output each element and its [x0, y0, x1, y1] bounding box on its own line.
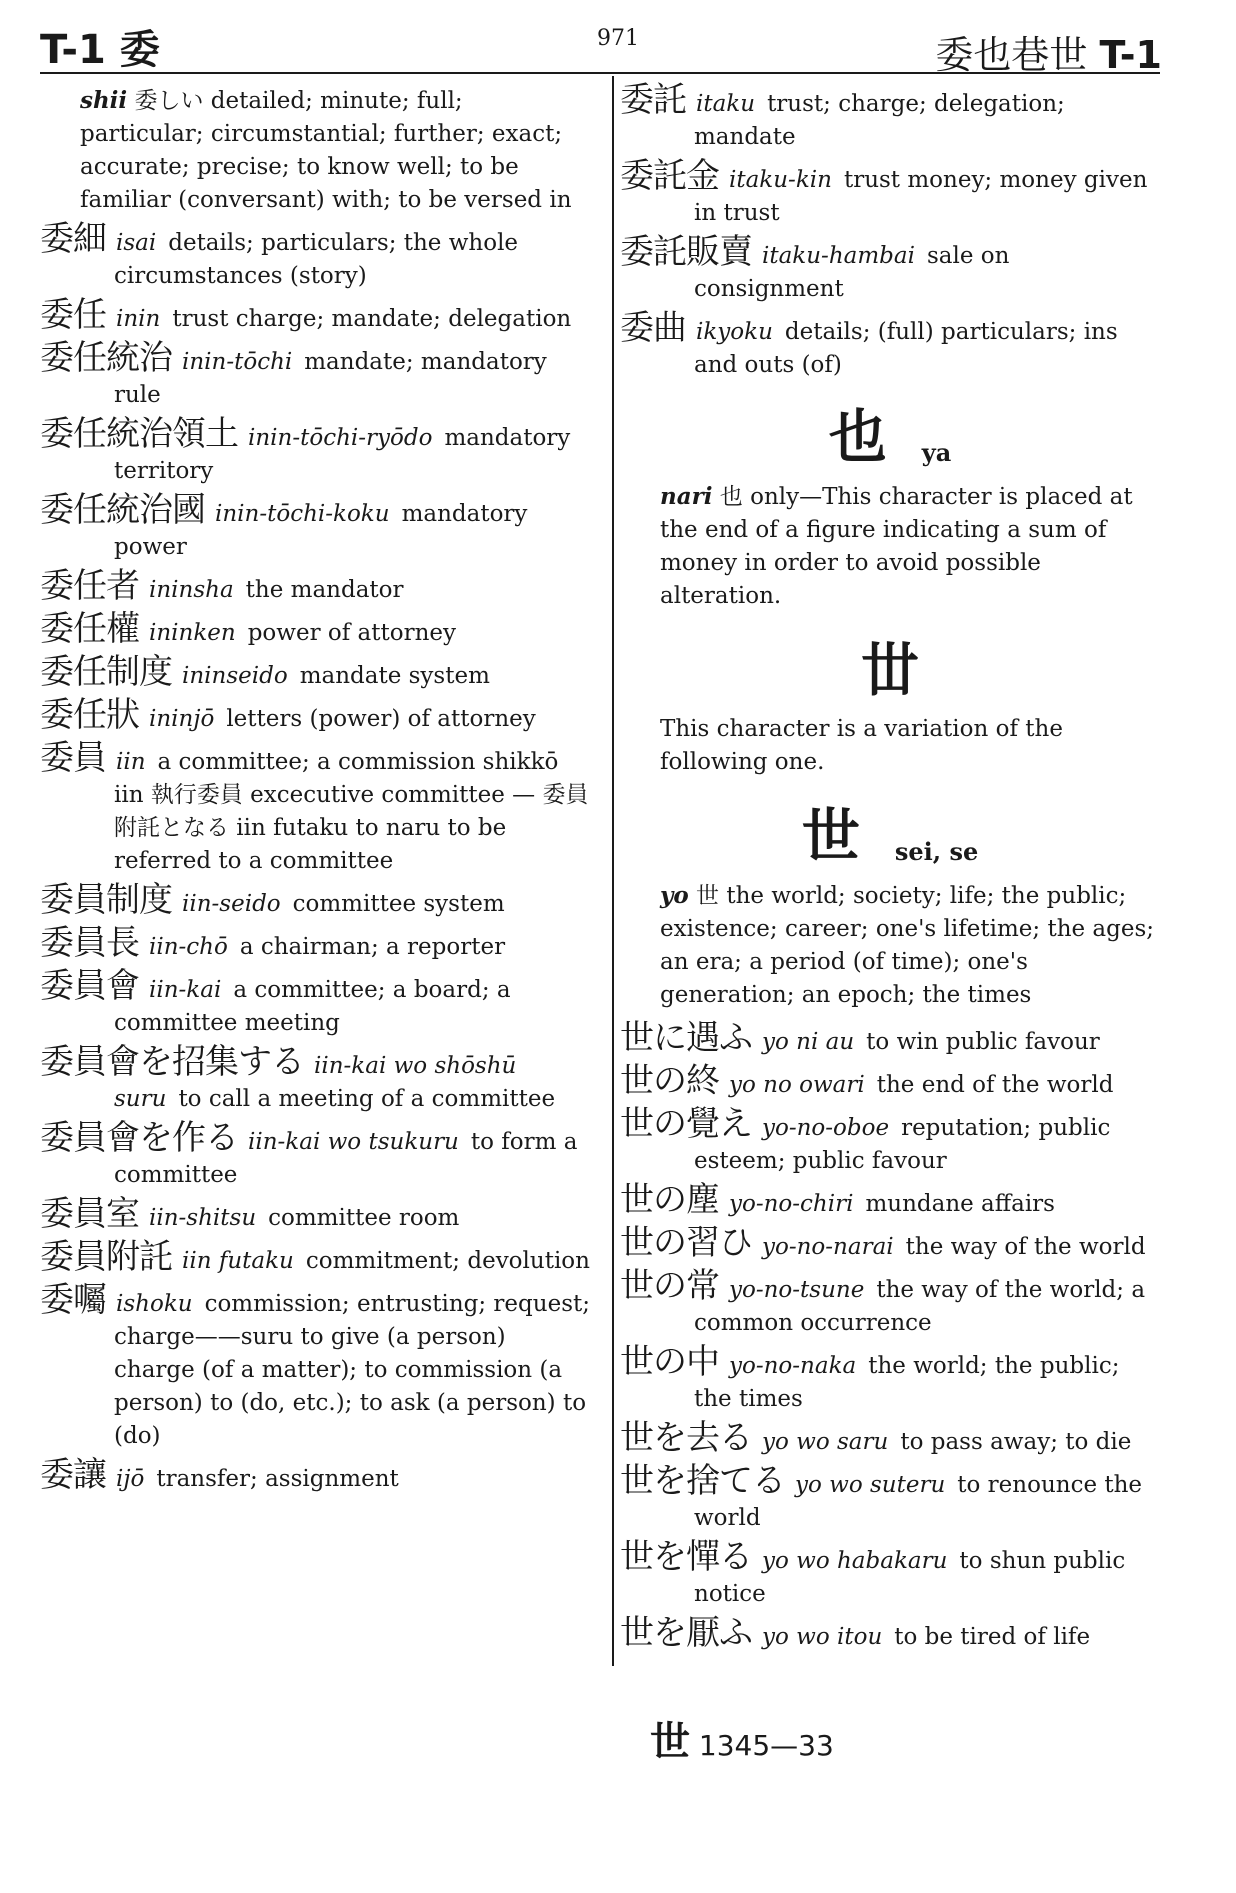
entry-reading: inin-tōchi-koku	[215, 501, 390, 527]
entry-headword: 世を厭ふ	[620, 1613, 752, 1653]
entry-headword: 世を憚る	[620, 1537, 752, 1577]
entry-kanji: 也	[719, 484, 743, 510]
entry-reading: iin-shitsu	[149, 1205, 257, 1231]
entry-reading: inin-tōchi	[182, 349, 293, 375]
entry-definition: a committee; a commission shikkō iin 執行委員 excecutive committee — 委員附託となる iin futaku to naru to be referred to a committee	[114, 749, 589, 874]
entry-headword: 世の終	[620, 1061, 719, 1101]
column-divider	[612, 76, 614, 1666]
entry-word: 委しい	[134, 88, 204, 114]
heading-kanji: 世	[801, 802, 860, 870]
entry-reading: iin-chō	[149, 934, 228, 960]
dictionary-entry	[620, 1223, 1160, 1264]
entry-definition: to form a committee	[114, 1129, 578, 1188]
entry-definition: committee system	[292, 891, 505, 917]
entry-reading: ijō	[116, 1466, 145, 1492]
entry-headword: 委任統治國	[40, 490, 205, 530]
entry-headword: 委託	[620, 80, 686, 120]
right-column	[620, 80, 1160, 1660]
dictionary-entry	[40, 1280, 590, 1453]
entry-reading: yo wo itou	[762, 1624, 883, 1650]
entry-definition: the world; society; life; the public; existence; career; one's lifetime; the ages; an era; a period (of time); one's generation; an epoch; the times	[660, 883, 1155, 1008]
entry-headword: 委員制度	[40, 880, 172, 920]
entry-definition: to shun public notice	[694, 1548, 1126, 1607]
dictionary-entry	[40, 1042, 590, 1116]
kanji-heading-variant	[620, 623, 1160, 707]
header-right-code: T-1	[1099, 33, 1162, 77]
entry-kanji: 世	[696, 883, 720, 909]
dictionary-entry	[620, 1180, 1160, 1221]
entry-reading: isai	[116, 230, 157, 256]
dictionary-entry	[40, 219, 590, 293]
entry-reading: shii	[80, 87, 128, 114]
page-header	[0, 0, 1236, 80]
entry-definition: mandate system	[299, 663, 490, 689]
dictionary-entry	[620, 308, 1160, 382]
kanji-description-sei	[620, 879, 1160, 1012]
dictionary-entry	[620, 1418, 1160, 1459]
header-right-kanji: 委也巷世	[935, 33, 1088, 77]
entry-reading: ininjō	[149, 706, 215, 732]
entry-headword: 世を去る	[620, 1418, 752, 1458]
entry-reading: ininseido	[182, 663, 288, 689]
entry-headword: 世の常	[620, 1266, 719, 1306]
dictionary-entry	[40, 652, 590, 693]
entry-definition: to pass away; to die	[900, 1429, 1132, 1455]
entry-reading: itaku	[696, 91, 756, 117]
entry-headword: 委任狀	[40, 695, 139, 735]
entry-reading: yo-no-oboe	[762, 1115, 890, 1141]
heading-reading: sei, se	[894, 837, 979, 866]
dictionary-entry	[40, 295, 590, 336]
entry-headword: 世の習ひ	[620, 1223, 752, 1263]
dictionary-entry	[620, 232, 1160, 306]
entry-reading: iin-kai wo shōshū suru	[114, 1053, 517, 1112]
entry-headword: 委任統治	[40, 338, 172, 378]
header-right-label	[935, 24, 1162, 79]
entry-reading: yo-no-chiri	[729, 1191, 854, 1217]
dictionary-entry	[620, 1613, 1160, 1654]
entry-headword: 委員室	[40, 1194, 139, 1234]
entry-reading: ishoku	[116, 1291, 193, 1317]
entry-definition: mandate; mandatory rule	[114, 349, 547, 408]
entry-headword: 委任者	[40, 566, 139, 606]
entry-reading: yo-no-narai	[762, 1234, 894, 1260]
entry-reading: yo wo suteru	[795, 1472, 946, 1498]
heading-reading: ya	[921, 438, 952, 467]
entry-definition: to win public favour	[866, 1029, 1100, 1055]
entry-headword: 委讓	[40, 1455, 106, 1495]
page-number: 971	[597, 26, 639, 51]
entry-definition: commitment; devolution	[305, 1248, 590, 1274]
dictionary-entry	[40, 880, 590, 921]
entry-reading: itaku-kin	[729, 167, 832, 193]
dictionary-entry	[40, 609, 590, 650]
dictionary-entry	[40, 1237, 590, 1278]
left-column	[40, 84, 590, 1502]
entry-headword: 委囑	[40, 1280, 106, 1320]
entry-definition: letters (power) of attorney	[226, 706, 536, 732]
entry-headword: 委任統治領土	[40, 414, 238, 454]
dictionary-entry	[40, 566, 590, 607]
dictionary-entry	[40, 414, 590, 488]
footer-kanji: 世	[650, 1719, 690, 1765]
entry-headword: 世を捨てる	[620, 1461, 785, 1501]
entry-headword: 世に遇ふ	[620, 1018, 752, 1058]
dictionary-entry	[620, 1342, 1160, 1416]
entry-definition: to call a meeting of a committee	[178, 1086, 556, 1112]
kanji-description-ya	[620, 480, 1160, 613]
entry-reading: iin	[116, 749, 146, 775]
entry-definition: mundane affairs	[865, 1191, 1055, 1217]
dictionary-entry	[40, 84, 590, 217]
right-entry-list-bottom	[620, 1018, 1160, 1654]
entry-reading: ininken	[149, 620, 236, 646]
entry-headword: 世の中	[620, 1342, 719, 1382]
entry-definition: mandatory power	[114, 501, 528, 560]
heading-kanji: 也	[828, 403, 887, 471]
entry-reading: iin-kai	[149, 977, 222, 1003]
entry-headword: 世の覺え	[620, 1104, 752, 1144]
entry-definition: the way of the world	[905, 1234, 1146, 1260]
entry-headword: 委任制度	[40, 652, 172, 692]
right-entry-list-top	[620, 80, 1160, 382]
entry-definition: only—This character is placed at the end of a figure indicating a sum of money in order to avoid possible alteration.	[660, 484, 1133, 609]
entry-definition: the way of the world; a common occurrence	[694, 1277, 1146, 1336]
dictionary-entry	[40, 923, 590, 964]
heading-kanji: 丗	[860, 636, 919, 704]
dictionary-entry	[620, 156, 1160, 230]
entry-reading: iin-kai wo tsukuru	[248, 1129, 459, 1155]
entry-definition: transfer; assignment	[156, 1466, 399, 1492]
entry-reading: yo wo habakaru	[762, 1548, 948, 1574]
entry-headword: 委曲	[620, 308, 686, 348]
entry-reading: yo no owari	[729, 1072, 865, 1098]
entry-definition: to be tired of life	[894, 1624, 1091, 1650]
entry-definition: to renounce the world	[694, 1472, 1143, 1531]
kanji-heading-ya	[620, 390, 1160, 474]
dictionary-entry	[620, 1537, 1160, 1611]
entry-reading: inin	[116, 306, 161, 332]
dictionary-entry	[40, 966, 590, 1040]
entry-reading: ininsha	[149, 577, 234, 603]
entry-headword: 委任	[40, 295, 106, 335]
entry-definition: trust money; money given in trust	[694, 167, 1148, 226]
entry-headword: 委任權	[40, 609, 139, 649]
entry-definition: committee room	[268, 1205, 460, 1231]
entry-headword: 委細	[40, 219, 106, 259]
entry-definition: details; (full) particulars; ins and outs (of)	[694, 319, 1118, 378]
entry-definition: the world; the public; the times	[694, 1353, 1120, 1412]
entry-reading: iin-seido	[182, 891, 281, 917]
entry-reading: inin-tōchi-ryōdo	[248, 425, 433, 451]
dictionary-entry	[620, 1061, 1160, 1102]
entry-reading: yo-no-tsune	[729, 1277, 865, 1303]
kanji-description-variant: This character is a variation of the following one.	[660, 716, 1063, 775]
kanji-heading-sei	[620, 789, 1160, 873]
entry-definition: trust charge; mandate; delegation	[172, 306, 572, 332]
entry-headword: 委託販賣	[620, 232, 752, 272]
entry-headword: 委員附託	[40, 1237, 172, 1277]
left-entry-list	[40, 219, 590, 1496]
entry-definition: commission; entrusting; request; charge——suru to give (a person) charge (of a matter); to commission (a person) to (do, etc.); to ask (a person) to (do)	[114, 1291, 590, 1449]
header-left-label: T-1 委	[40, 27, 160, 73]
entry-reading: iin futaku	[182, 1248, 294, 1274]
entry-reading: yo	[660, 882, 689, 909]
entry-headword: 委員會を作る	[40, 1118, 238, 1158]
entry-reading: yo wo saru	[762, 1429, 889, 1455]
dictionary-entry	[40, 490, 590, 564]
dictionary-entry	[40, 1118, 590, 1192]
entry-definition: reputation; public esteem; public favour	[694, 1115, 1111, 1174]
entry-definition: trust; charge; delegation; mandate	[694, 91, 1065, 150]
header-rule	[40, 72, 1160, 74]
entry-reading: yo ni au	[762, 1029, 855, 1055]
entry-reading: ikyoku	[696, 319, 773, 345]
dictionary-entry	[620, 80, 1160, 154]
entry-definition: mandatory territory	[114, 425, 571, 484]
entry-headword: 委員	[40, 738, 106, 778]
dictionary-entry	[620, 1266, 1160, 1340]
dictionary-entry	[40, 695, 590, 736]
dictionary-entry	[40, 738, 590, 878]
entry-definition: sale on consignment	[694, 243, 1010, 302]
entry-definition: details; particulars; the whole circumstances (story)	[114, 230, 519, 289]
entry-definition: the mandator	[245, 577, 404, 603]
entry-definition: power of attorney	[247, 620, 457, 646]
entry-reading: yo-no-naka	[729, 1353, 857, 1379]
entry-headword: 世の塵	[620, 1180, 719, 1220]
entry-reading: nari	[660, 483, 713, 510]
entry-headword: 委員會	[40, 966, 139, 1006]
dictionary-entry	[620, 1461, 1160, 1535]
entry-headword: 委員長	[40, 923, 139, 963]
entry-definition: the end of the world	[876, 1072, 1114, 1098]
dictionary-entry	[40, 1194, 590, 1235]
entry-reading: itaku-hambai	[762, 243, 915, 269]
entry-headword: 委託金	[620, 156, 719, 196]
entry-definition: a committee; a board; a committee meeting	[114, 977, 511, 1036]
entry-headword: 委員會を招集する	[40, 1042, 304, 1082]
dictionary-entry	[40, 1455, 590, 1496]
entry-definition: detailed; minute; full; particular; circumstantial; further; exact; accurate; precise; to know well; to be familiar (conversant) with; to be versed in	[80, 88, 572, 213]
page-footer	[650, 1710, 834, 1767]
dictionary-entry	[620, 1104, 1160, 1178]
dictionary-entry	[40, 338, 590, 412]
entry-definition: a chairman; a reporter	[239, 934, 506, 960]
footer-code: 1345—33	[698, 1729, 834, 1762]
dictionary-entry	[620, 1018, 1160, 1059]
